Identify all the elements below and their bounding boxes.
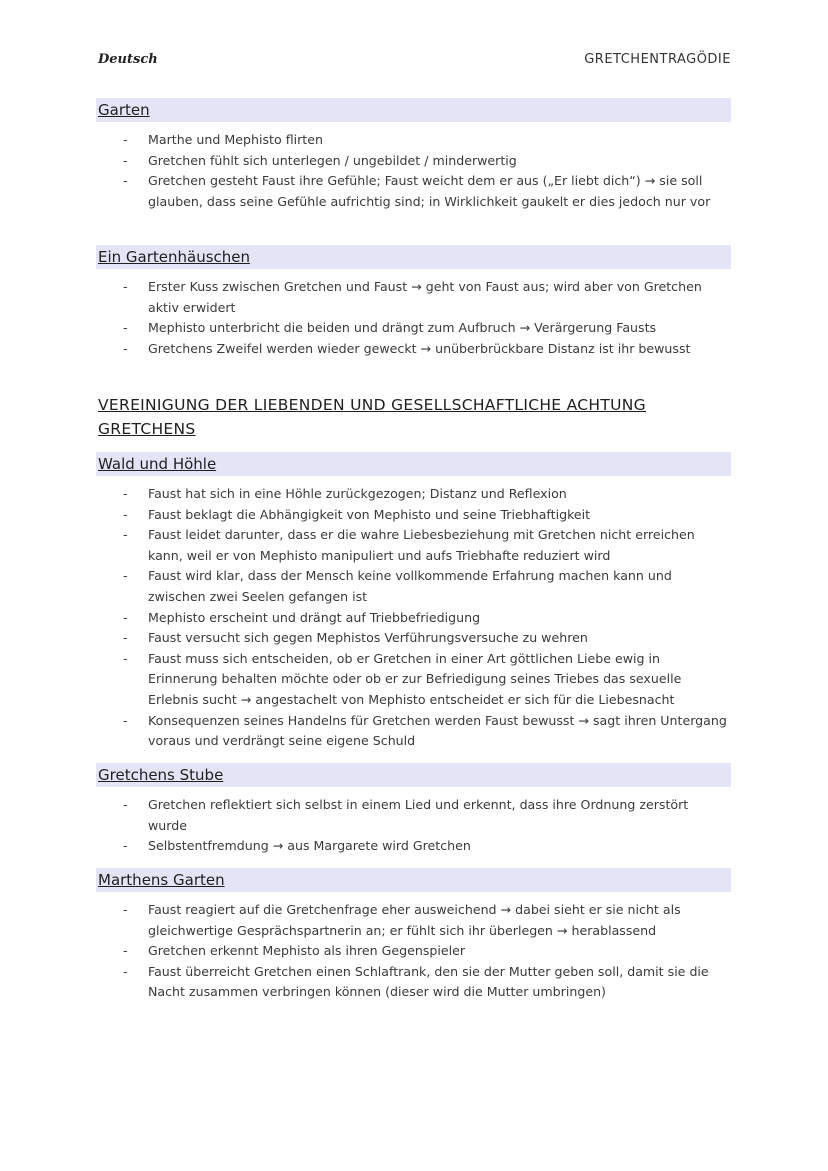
section-wald-und-hoehle <box>96 452 731 752</box>
major-heading: VEREINIGUNG DER LIEBENDEN UND GESELLSCHAFTLICHE ACHTUNG GRETCHENS <box>98 396 646 438</box>
section-gretchens-stube <box>96 763 731 857</box>
page-header <box>98 52 731 72</box>
list-item: - Erster Kuss zwischen Gretchen und Faust → geht von Faust aus; wird aber von Gretchen aktiv erwidert <box>96 277 731 318</box>
section-heading: Wald und Höhle <box>96 452 731 476</box>
list-item: - Faust wird klar, dass der Mensch keine vollkommende Erfahrung machen kann und zwischen zwei Seelen gefangen ist <box>96 566 731 607</box>
list-item: - Faust beklagt die Abhängigkeit von Mephisto und seine Triebhaftigkeit <box>96 505 731 526</box>
section-heading: Ein Gartenhäuschen <box>96 245 731 269</box>
list-item: - Mephisto unterbricht die beiden und drängt zum Aufbruch → Verärgerung Fausts <box>96 318 731 339</box>
section-gartenhaeuschen <box>96 245 731 359</box>
list-item: - Gretchen erkennt Mephisto als ihren Gegenspieler <box>96 941 731 962</box>
list-item: - Gretchen gesteht Faust ihre Gefühle; Faust weicht dem er aus („Er liebt dich“) → sie soll glauben, dass seine Gefühle aufrichtig sind; in Wirklichkeit gaukelt er dies jedoch nur vor <box>96 171 731 212</box>
subject-label: Deutsch <box>98 52 158 67</box>
list-item: - Faust leidet darunter, dass er die wahre Liebesbeziehung mit Gretchen nicht erreichen kann, weil er von Mephisto manipuliert und aufs Triebhafte reduziert wird <box>96 525 731 566</box>
list-item: - Selbstentfremdung → aus Margarete wird Gretchen <box>96 836 731 857</box>
list-item: - Gretchen fühlt sich unterlegen / ungebildet / minderwertig <box>96 151 731 172</box>
document-title: GRETCHENTRAGÖDIE <box>584 52 731 67</box>
bullet-list <box>96 795 731 857</box>
bullet-list <box>96 484 731 752</box>
list-item: - Faust versucht sich gegen Mephistos Verführungsversuche zu wehren <box>96 628 731 649</box>
section-heading: Garten <box>96 98 731 122</box>
section-marthens-garten <box>96 868 731 1003</box>
list-item: - Faust hat sich in eine Höhle zurückgezogen; Distanz und Reflexion <box>96 484 731 505</box>
section-garten <box>96 98 731 212</box>
list-item: - Marthe und Mephisto flirten <box>96 130 731 151</box>
list-item: - Faust überreicht Gretchen einen Schlaftrank, den sie der Mutter geben soll, damit sie die Nacht zusammen verbringen können (dieser wird die Mutter umbringen) <box>96 962 731 1003</box>
bullet-list <box>96 130 731 212</box>
section-heading: Gretchens Stube <box>96 763 731 787</box>
list-item: - Faust reagiert auf die Gretchenfrage eher ausweichend → dabei sieht er sie nicht als gleichwertige Gesprächspartnerin an; er fühlt sich ihr überlegen → herablassend <box>96 900 731 941</box>
section-heading: Marthens Garten <box>96 868 731 892</box>
list-item: - Mephisto erscheint und drängt auf Triebbefriedigung <box>96 608 731 629</box>
list-item: - Konsequenzen seines Handelns für Gretchen werden Faust bewusst → sagt ihren Untergang voraus und verdrängt seine eigene Schuld <box>96 711 731 752</box>
bullet-list <box>96 277 731 359</box>
list-item: - Gretchens Zweifel werden wieder geweckt → unüberbrückbare Distanz ist ihr bewusst <box>96 339 731 360</box>
list-item: - Faust muss sich entscheiden, ob er Gretchen in einer Art göttlichen Liebe ewig in Erinnerung behalten möchte oder ob er zur Befriedigung seines Triebes das sexuelle Erlebnis sucht → angestachelt von Mephisto entscheidet er sich für die Liebesnacht <box>96 649 731 711</box>
bullet-list <box>96 900 731 1003</box>
list-item: - Gretchen reflektiert sich selbst in einem Lied und erkennt, dass ihre Ordnung zerstört wurde <box>96 795 731 836</box>
